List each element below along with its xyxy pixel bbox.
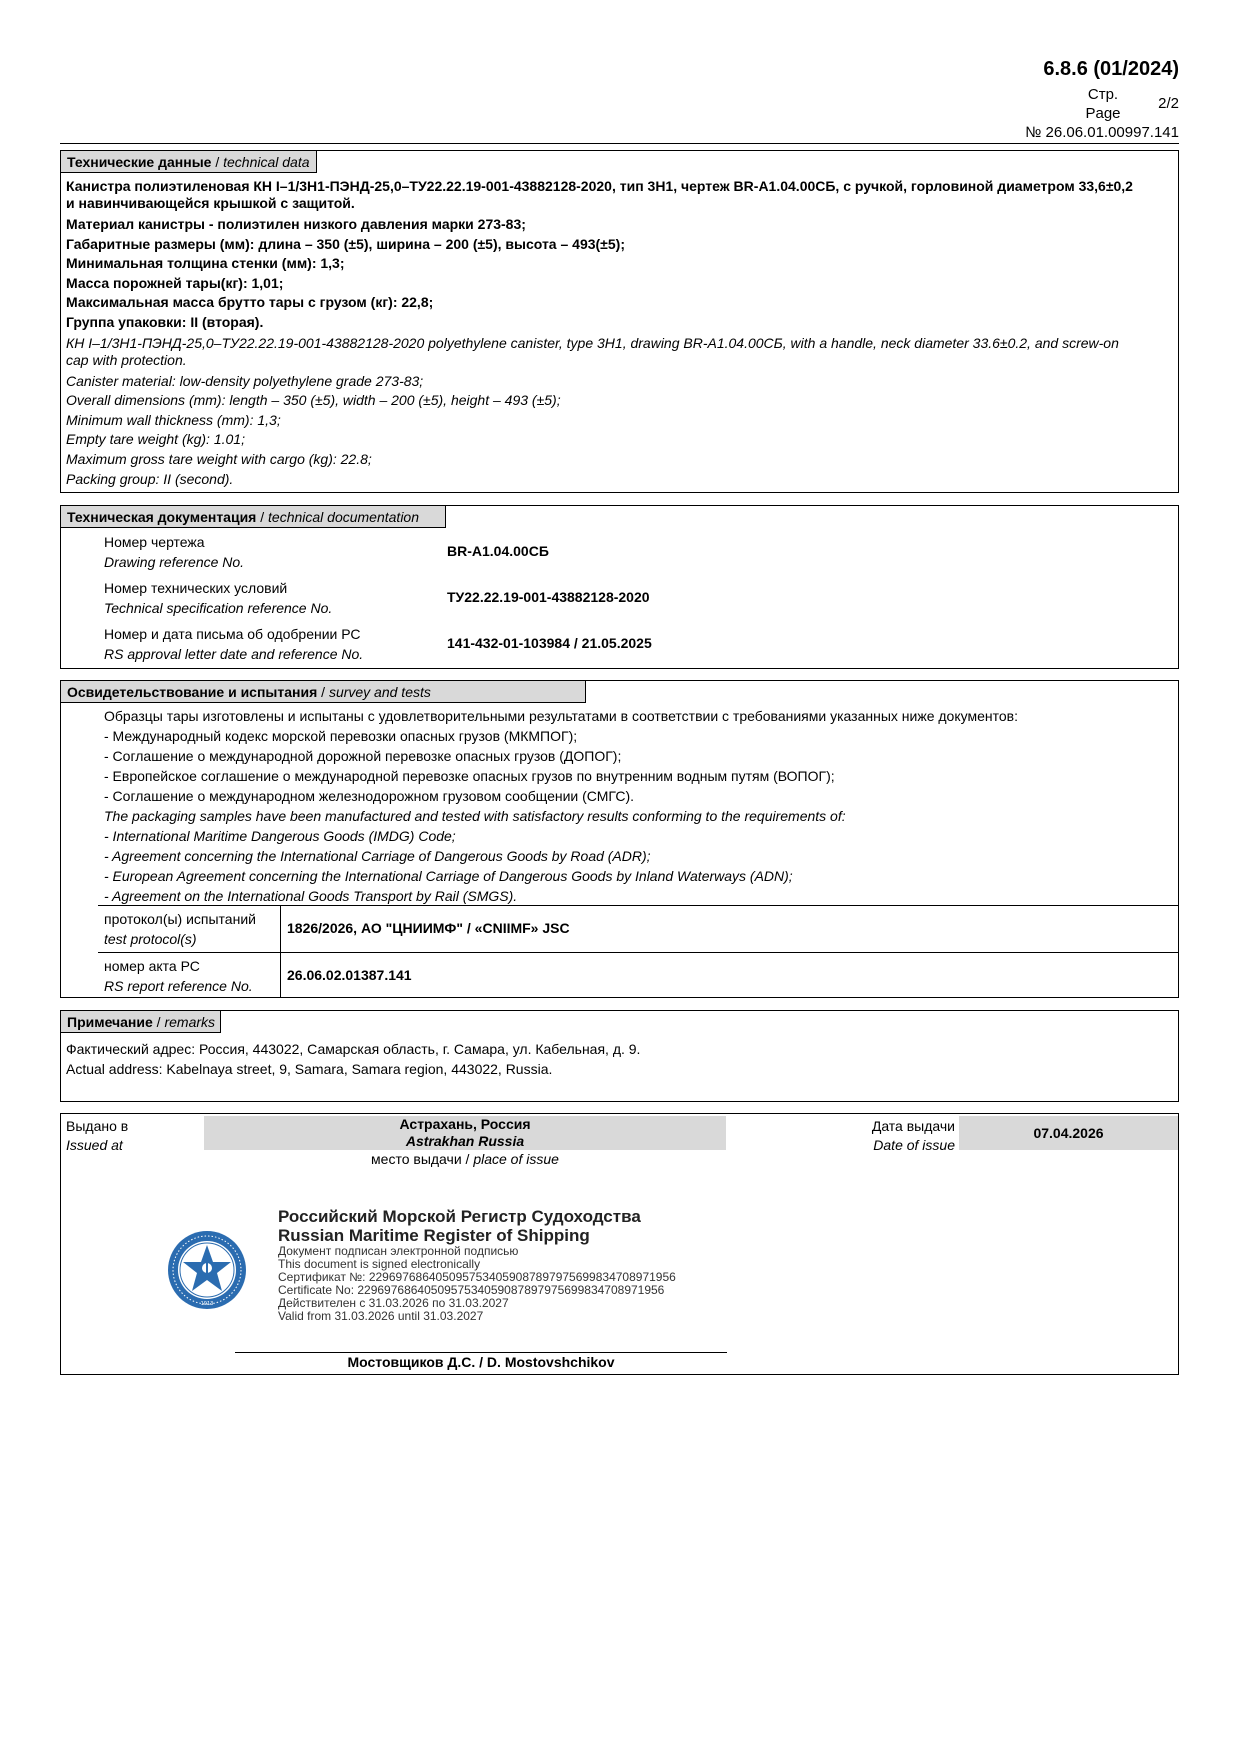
validity-ru: Действителен с 31.03.2026 по 31.03.2027 [278, 1296, 509, 1310]
survey-en-line: The packaging samples have been manufactured and tested with satisfactory results conforming to the requirements of: [104, 808, 846, 824]
survey-en-line: - Agreement concerning the International Carriage of Dangerous Goods by Road (ADR); [104, 848, 651, 864]
drawing-ref-label [104, 532, 244, 572]
survey-ru-line: - Европейское соглашение о международной перевозке опасных грузов по внутренним водным путям (ВОПОГ); [104, 768, 835, 784]
tech-spec-label [104, 578, 332, 618]
caption-en: place of issue [473, 1151, 559, 1167]
technical-data-title [61, 151, 317, 173]
tech-ru-line: Масса порожней тары(кг): 1,01; [66, 274, 284, 291]
tech-en-line: Overall dimensions (mm): length – 350 (±5), width – 200 (±5), height – 493 (±5); [66, 392, 561, 409]
certificate-en: Certificate No: 2296976864050957534059087897975699834708971956 [278, 1283, 665, 1297]
title-sep: / [256, 509, 269, 525]
page-label [1068, 85, 1138, 123]
signature-line [235, 1352, 727, 1353]
tech-ru-line: и навинчивающейся крышкой с защитой. [66, 195, 355, 211]
remarks-section [60, 1010, 1179, 1102]
tech-ru-line: Группа упаковки: II (вторая). [66, 313, 264, 330]
certificate-ru: Сертификат №: 2296976864050957534059087897975699834708971956 [278, 1270, 676, 1284]
label-en: Drawing reference No. [104, 554, 245, 570]
place-en: Astrakhan Russia [405, 1133, 525, 1149]
title-sep: / [152, 1014, 165, 1030]
label-en: Issued at [66, 1137, 123, 1153]
electronic-signature-block [278, 1207, 676, 1323]
page-label-en: Page [1085, 105, 1121, 122]
survey-en-line: - Agreement on the International Goods Transport by Rail (SMGS). [104, 888, 518, 904]
caption-ru: место выдачи [371, 1151, 462, 1167]
signer-name: Мостовщиков Д.С. / D. Mostovshchikov [347, 1354, 615, 1370]
document-number: № 26.06.01.00997.141 [1025, 124, 1179, 141]
technical-documentation-section [60, 505, 1179, 669]
survey-en-line: - International Maritime Dangerous Goods (IMDG) Code; [104, 828, 456, 844]
signed-en: This document is signed electronically [278, 1257, 481, 1271]
tech-en-line: Minimum wall thickness (mm): 1,3; [66, 411, 281, 428]
title-en: technical data [223, 154, 310, 170]
approval-letter-value: 141-432-01-103984 / 21.05.2025 [447, 635, 652, 651]
tech-en-line: КН I–1/3Н1-ПЭНД-25,0–ТУ22.22.19-001-43882128-2020 polyethylene canister, type 3H1, drawing BR-A1.04.00СБ, with a handle, neck diameter 33.6±0.2, and screw-on [66, 334, 1119, 351]
page-label-ru: Стр. [1087, 86, 1119, 103]
label-ru: Дата выдачи [871, 1118, 955, 1134]
survey-divider [98, 905, 1178, 906]
title-en: remarks [164, 1014, 216, 1030]
tech-ru-line: Минимальная толщина стенки (мм): 1,3; [66, 255, 345, 272]
tech-ru-line: Материал канистры - полиэтилен низкого давления марки 273-83; [66, 216, 526, 232]
title-ru: Техническая документация [67, 509, 257, 525]
rs-seal-icon [167, 1230, 247, 1310]
title-ru: Примечание [67, 1014, 153, 1030]
survey-ru-line: - Соглашение о международном железнодорожном грузовом сообщении (СМГС). [104, 788, 635, 804]
label-en: RS report reference No. [104, 978, 253, 994]
header-divider [60, 143, 1179, 144]
tech-en-line: Canister material: low-density polyethylene grade 273-83; [66, 372, 424, 389]
test-protocol-value: 1826/2026, АО "ЦНИИМФ" / «CNIIMF» JSC [287, 920, 570, 936]
label-ru: Выдано в [66, 1118, 129, 1134]
validity-en: Valid from 31.03.2026 until 31.03.2027 [278, 1309, 484, 1323]
remarks-content [66, 1039, 640, 1079]
survey-en-line: - European Agreement concerning the International Carriage of Dangerous Goods by Inland Waterways (ADN); [104, 868, 793, 884]
label-en: RS approval letter date and reference No. [104, 646, 364, 662]
title-en: technical documentation [268, 509, 420, 525]
survey-ru-line: - Международный кодекс морской перевозки опасных грузов (МКМПОГ); [104, 728, 578, 744]
remarks-title [61, 1011, 221, 1033]
seal-year: 1913 [200, 1301, 214, 1307]
form-code: 6.8.6 (01/2024) [1043, 58, 1179, 80]
tech-spec-value: ТУ22.22.19-001-43882128-2020 [447, 589, 650, 605]
approval-letter-label [104, 624, 363, 664]
survey-title [61, 681, 586, 703]
place-of-issue-caption [204, 1151, 726, 1167]
place-of-issue-value [204, 1116, 726, 1150]
remarks-ru: Фактический адрес: Россия, 443022, Самарская область, г. Самара, ул. Кабельная, д. 9. [66, 1041, 641, 1057]
label-ru: Номер технических условий [104, 580, 288, 596]
technical-data-section [60, 150, 1179, 493]
issued-at-label [66, 1117, 128, 1155]
rs-report-value: 26.06.02.01387.141 [287, 967, 412, 983]
test-protocol-label [104, 909, 256, 949]
date-of-issue-value: 07.04.2026 [959, 1116, 1178, 1150]
date-of-issue-label [872, 1117, 955, 1155]
title-ru: Технические данные [67, 154, 212, 170]
label-en: test protocol(s) [104, 931, 197, 947]
place-ru: Астрахань, Россия [399, 1116, 531, 1132]
org-name-ru: Российский Морской Регистр Судоходства [278, 1207, 641, 1226]
title-sep: / [317, 684, 329, 700]
org-name-en: Russian Maritime Register of Shipping [278, 1226, 590, 1245]
tech-en-line: Maximum gross tare weight with cargo (kg): 22.8; [66, 450, 372, 467]
remarks-en: Actual address: Kabelnaya street, 9, Samara, Samara region, 443022, Russia. [66, 1061, 553, 1077]
rs-report-label [104, 956, 253, 996]
technical-data-content [66, 178, 1173, 489]
tech-en-line: Packing group: II (second). [66, 470, 234, 487]
survey-content [104, 706, 1173, 906]
signed-ru: Документ подписан электронной подписью [278, 1244, 519, 1258]
label-ru: номер акта РС [104, 958, 200, 974]
survey-section [60, 680, 1179, 998]
issue-section [60, 1113, 1179, 1375]
survey-ru-line: - Соглашение о международной дорожной перевозке опасных грузов (ДОПОГ); [104, 748, 622, 764]
drawing-ref-value: BR-A1.04.00СБ [447, 543, 549, 559]
title-sep: / [211, 154, 224, 170]
tech-en-line: cap with protection. [66, 351, 187, 368]
label-ru: Номер и дата письма об одобрении РС [104, 626, 361, 642]
tech-ru-line: Канистра полиэтиленовая КН I–1/3Н1-ПЭНД-25,0–ТУ22.22.19-001-43882128-2020, тип 3Н1, чертеж BR-A1.04.00СБ, с ручкой, горловиной диаметром 33,6±0,2 [66, 178, 1133, 194]
title-en: survey and tests [328, 684, 431, 700]
tech-en-line: Empty tare weight (kg): 1.01; [66, 431, 245, 448]
title-ru: Освидетельствование и испытания [67, 684, 318, 700]
technical-documentation-title [61, 506, 446, 528]
label-ru: Номер чертежа [104, 534, 205, 550]
tech-ru-line: Габаритные размеры (мм): длина – 350 (±5), ширина – 200 (±5), высота – 493(±5); [66, 235, 625, 252]
tech-ru-line: Максимальная масса брутто тары с грузом (кг): 22,8; [66, 294, 434, 311]
label-ru: протокол(ы) испытаний [104, 911, 256, 927]
label-en: Date of issue [873, 1137, 955, 1153]
survey-divider [98, 952, 1178, 953]
caption-sep: / [461, 1151, 474, 1167]
survey-column-divider [280, 905, 281, 997]
survey-ru-line: Образцы тары изготовлены и испытаны с удовлетворительными результатами в соответствии с требованиями указанных ниже документов: [104, 708, 1018, 724]
page-number: 2/2 [1158, 95, 1179, 112]
label-en: Technical specification reference No. [104, 600, 333, 616]
